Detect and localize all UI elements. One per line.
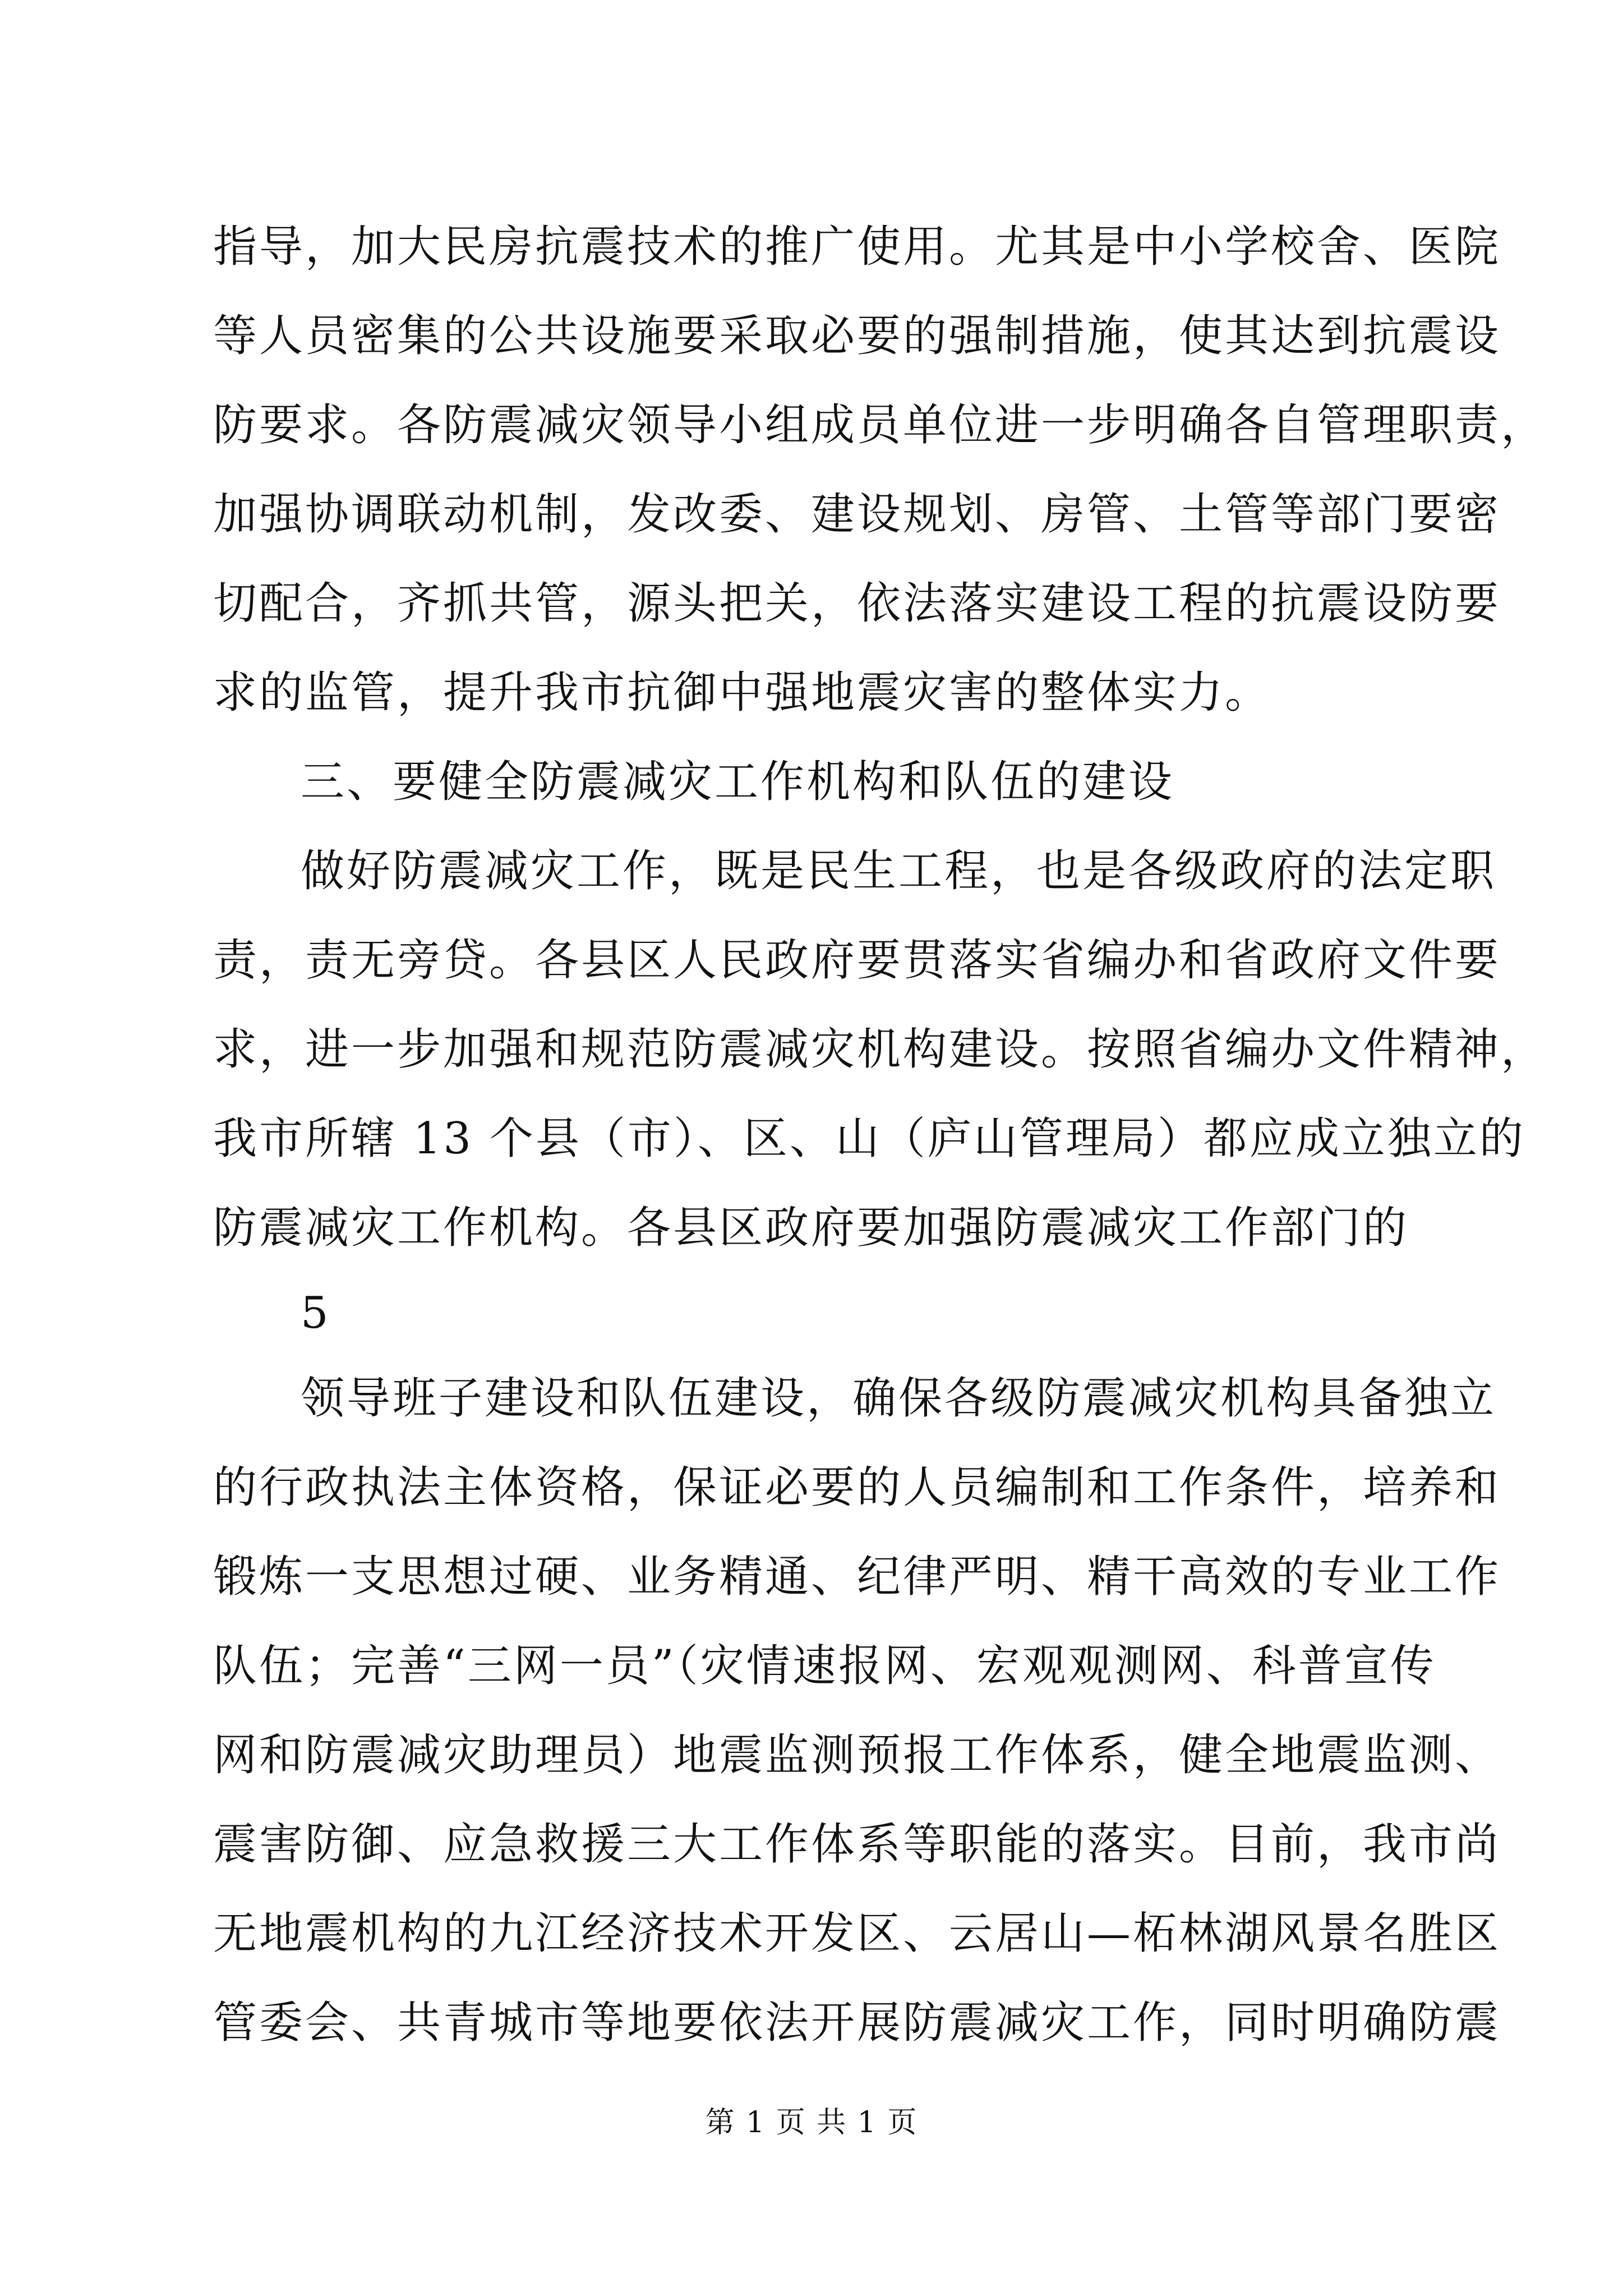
text-line: 队伍；完善“三网一员”（灾情速报网、宏观观测网、科普宣传	[213, 1641, 1436, 1691]
text-line: 无地震机构的九江经济技术开发区、云居山—柘林湖风景名胜区	[213, 1908, 1501, 1959]
text-line: 指导，加大民房抗震技术的推广使用。尤其是中小学校舍、医院	[213, 222, 1501, 272]
text-line: 领导班子建设和队伍建设，确保各级防震减灾机构具备独立	[301, 1373, 1497, 1424]
text-line: 等人员密集的公共设施要采取必要的强制措施，使其达到抗震设	[213, 311, 1501, 361]
text-line: 责，责无旁贷。各县区人民政府要贯落实省编办和省政府文件要	[213, 935, 1501, 986]
text-line: 加强协调联动机制，发改委、建设规划、房管、土管等部门要密	[213, 489, 1501, 540]
text-line: 做好防震减灾工作，既是民生工程，也是各级政府的法定职	[301, 846, 1497, 896]
page-footer: 第 1 页 共 1 页	[705, 2106, 918, 2139]
text-line: 切配合，齐抓共管，源头把关，依法落实建设工程的抗震设防要	[213, 578, 1501, 629]
text-line: 求的监管，提升我市抗御中强地震灾害的整体实力。	[213, 668, 1271, 718]
section-heading: 三、要健全防震减灾工作机构和队伍的建设	[301, 757, 1175, 807]
text-line: 防要求。各防震减灾领导小组成员单位进一步明确各自管理职责，	[213, 400, 1547, 450]
text-line: 锻炼一支思想过硬、业务精通、纪律严明、精干高效的专业工作	[213, 1552, 1501, 1602]
text-line: 求，进一步加强和规范防震减灾机构建设。按照省编办文件精神，	[213, 1024, 1547, 1075]
text-line: 网和防震减灾助理员）地震监测预报工作体系，健全地震监测、	[213, 1730, 1501, 1780]
text-line: 管委会、共青城市等地要依法开展防震减灾工作，同时明确防震	[213, 1998, 1501, 2048]
text-line: 震害防御、应急救援三大工作体系等职能的落实。目前，我市尚	[213, 1819, 1501, 1870]
text-line: 的行政执法主体资格，保证必要的人员编制和工作条件，培养和	[213, 1462, 1501, 1513]
inline-page-number: 5	[301, 1288, 329, 1338]
text-line: 防震减灾工作机构。各县区政府要加强防震减灾工作部门的	[213, 1203, 1409, 1253]
text-line: 我市所辖 13 个县（市）、区、山（庐山管理局）都应成立独立的	[213, 1114, 1525, 1164]
